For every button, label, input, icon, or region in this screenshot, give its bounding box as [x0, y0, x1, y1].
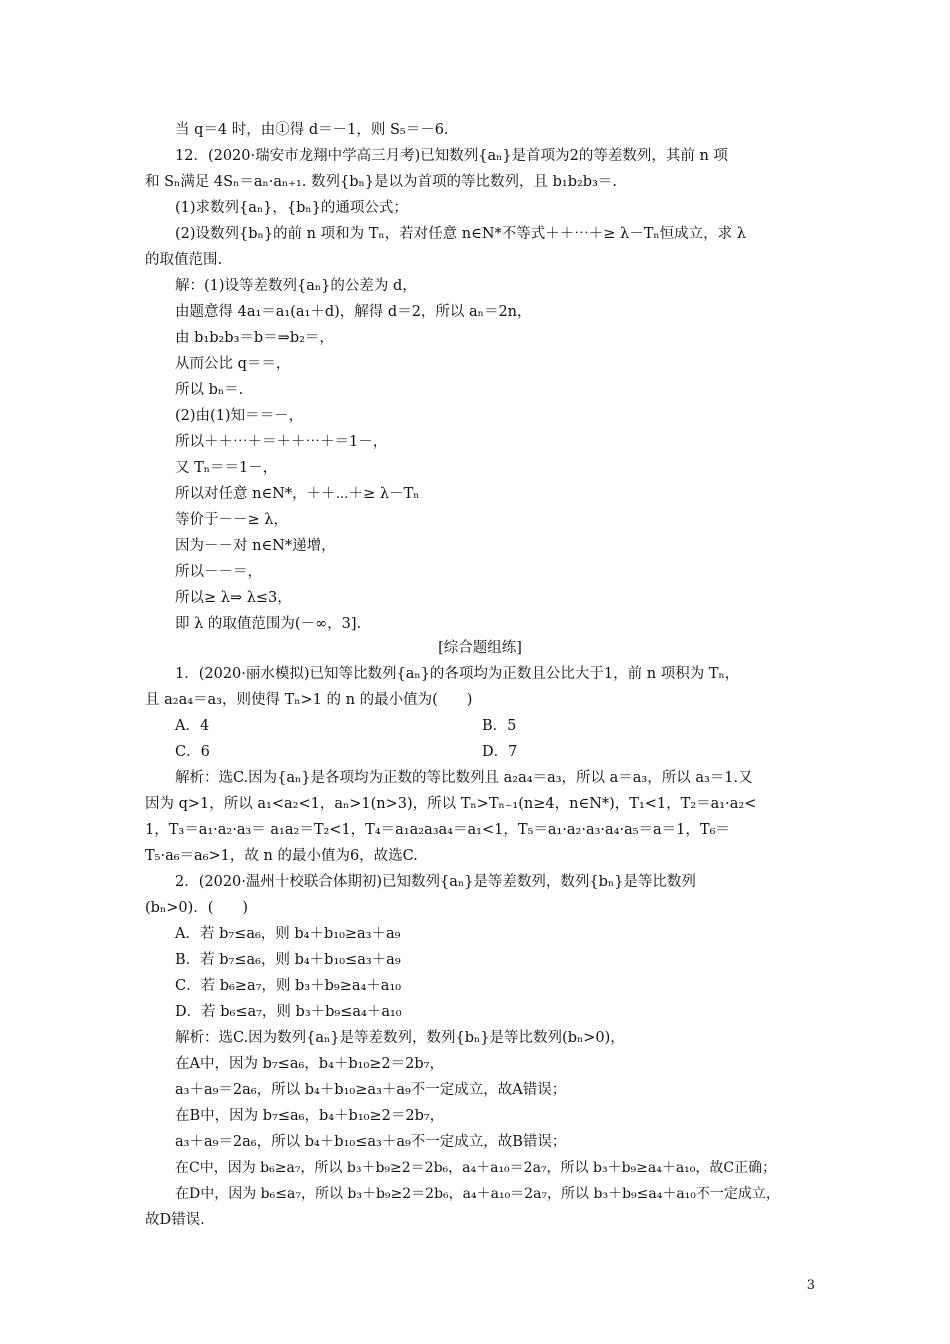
analysis-line: 1，T₃＝a₁·a₂·a₃＝ a₁a₂＝T₂<1，T₄＝a₁a₂a₃a₄＝a₁<1，T₅＝a₁·a₂·a₃·a₄·a₅＝a＝1，T₆＝ — [145, 822, 730, 838]
analysis-line: 在A中，因为 b₇≤a₆，b₄＋b₁₀≥2＝2b₇， — [175, 1056, 444, 1072]
solution-line: 又 Tₙ＝＝1－， — [175, 460, 278, 476]
solution-line: 所以对任意 n∈N*，＋＋⋯＋≥ λ－Tₙ — [175, 486, 420, 502]
option-d: D．若 b₆≤a₇，则 b₃＋b₉≤a₄＋a₁₀ — [175, 1004, 402, 1020]
option-a: A．4 — [175, 718, 210, 734]
solution-line: 所以－－＝， — [175, 564, 262, 580]
text-line: 和 Sₙ满足 4Sₙ＝aₙ·aₙ₊₁. 数列{bₙ}是以为首项的等比数列，且 b₁b₂b₃＝. — [145, 174, 617, 190]
solution-line: 所以 bₙ＝. — [175, 382, 244, 398]
option-a: A．若 b₇≤a₆，则 b₄＋b₁₀≥a₃＋a₉ — [175, 926, 401, 942]
question-1-text: 且 a₂a₄＝a₃，则使得 Tₙ>1 的 n 的最小值为( ) — [145, 692, 473, 708]
analysis-line: 因为 q>1，所以 a₁<a₂<1，aₙ>1(n>3)，所以 Tₙ>Tₙ₋₁(n≥4，n∈N*)，T₁<1，T₂＝a₁·a₂< — [145, 796, 757, 812]
solution-line: 从而公比 q＝＝， — [175, 356, 291, 372]
analysis-line: 解析：选C.因为{aₙ}是各项均为正数的等比数列且 a₂a₄＝a₃，所以 a＝a₃，所以 a₃＝1.又 — [175, 770, 753, 786]
solution-line: 由题意得 4a₁＝a₁(a₁＋d)，解得 d＝2，所以 aₙ＝2n， — [175, 304, 532, 320]
solution-line: 所以≥ λ⇒ λ≤3， — [175, 590, 292, 606]
analysis-line: a₃＋a₉＝2a₆，所以 b₄＋b₁₀≤a₃＋a₉不一定成立，故B错误； — [175, 1134, 567, 1150]
solution-line: 等价于－－≥ λ， — [175, 512, 288, 528]
question-2-text: 2．(2020·温州十校联合体期初)已知数列{aₙ}是等差数列，数列{bₙ}是等比数列 — [175, 874, 696, 890]
question-12-heading: 12．(2020·瑞安市龙翔中学高三月考)已知数列{aₙ}是首项为2的等差数列，其前 n 项 — [175, 148, 728, 164]
solution-line: 因为－－对 n∈N*递增， — [175, 538, 336, 554]
analysis-line: 在B中，因为 b₇≤a₆，b₄＋b₁₀≥2＝2b₇， — [175, 1108, 445, 1124]
analysis-line: 故D错误. — [145, 1212, 205, 1228]
section-title: [综合题组练] — [438, 640, 522, 656]
question-2-text: (bₙ>0)．( ) — [145, 900, 249, 916]
text-line: (2)设数列{bₙ}的前 n 项和为 Tₙ，若对任意 n∈N*不等式＋＋⋯＋≥ λ－Tₙ恒成立，求 λ — [175, 226, 746, 242]
option-b: B．5 — [482, 718, 517, 734]
option-b: B．若 b₇≤a₆，则 b₄＋b₁₀≤a₃＋a₉ — [175, 952, 401, 968]
solution-line: 解：(1)设等差数列{aₙ}的公差为 d， — [175, 278, 417, 294]
solution-line: (2)由(1)知＝＝－， — [175, 408, 304, 424]
option-d: D．7 — [482, 744, 518, 760]
text-line: (1)求数列{aₙ}，{bₙ}的通项公式； — [175, 200, 408, 216]
text-line: 当 q＝4 时，由①得 d＝－1，则 S₅＝－6. — [175, 122, 449, 138]
solution-line: 即 λ 的取值范围为(－∞，3]. — [175, 616, 362, 632]
page-number: 3 — [806, 1278, 815, 1293]
analysis-line: 在C中，因为 b₆≥a₇，所以 b₃＋b₉≥2＝2b₆，a₄＋a₁₀＝2a₇，所以 b₃＋b₉≥a₄＋a₁₀，故C正确； — [175, 1160, 777, 1176]
analysis-line: a₃＋a₉＝2a₆，所以 b₄＋b₁₀≥a₃＋a₉不一定成立，故A错误； — [175, 1082, 567, 1098]
solution-line: 由 b₁b₂b₃＝b＝⇒b₂＝， — [175, 330, 334, 346]
option-c: C．若 b₆≥a₇，则 b₃＋b₉≥a₄＋a₁₀ — [175, 978, 402, 994]
question-1-text: 1．(2020·丽水模拟)已知等比数列{aₙ}的各项均为正数且公比大于1，前 n 项积为 Tₙ， — [175, 666, 740, 682]
analysis-line: 解析：选C.因为数列{aₙ}是等差数列，数列{bₙ}是等比数列(bₙ>0)， — [175, 1030, 625, 1046]
analysis-line: 在D中，因为 b₆≤a₇，所以 b₃＋b₉≥2＝2b₆，a₄＋a₁₀＝2a₇，所以 b₃＋b₉≤a₄＋a₁₀不一定成立， — [175, 1186, 780, 1202]
option-c: C．6 — [175, 744, 210, 760]
text-line: 的取值范围. — [145, 252, 223, 268]
solution-line: 所以＋＋⋯＋＝＋＋⋯＋＝1－， — [175, 434, 388, 450]
analysis-line: T₅·a₆＝a₆>1，故 n 的最小值为6，故选C. — [145, 848, 418, 864]
